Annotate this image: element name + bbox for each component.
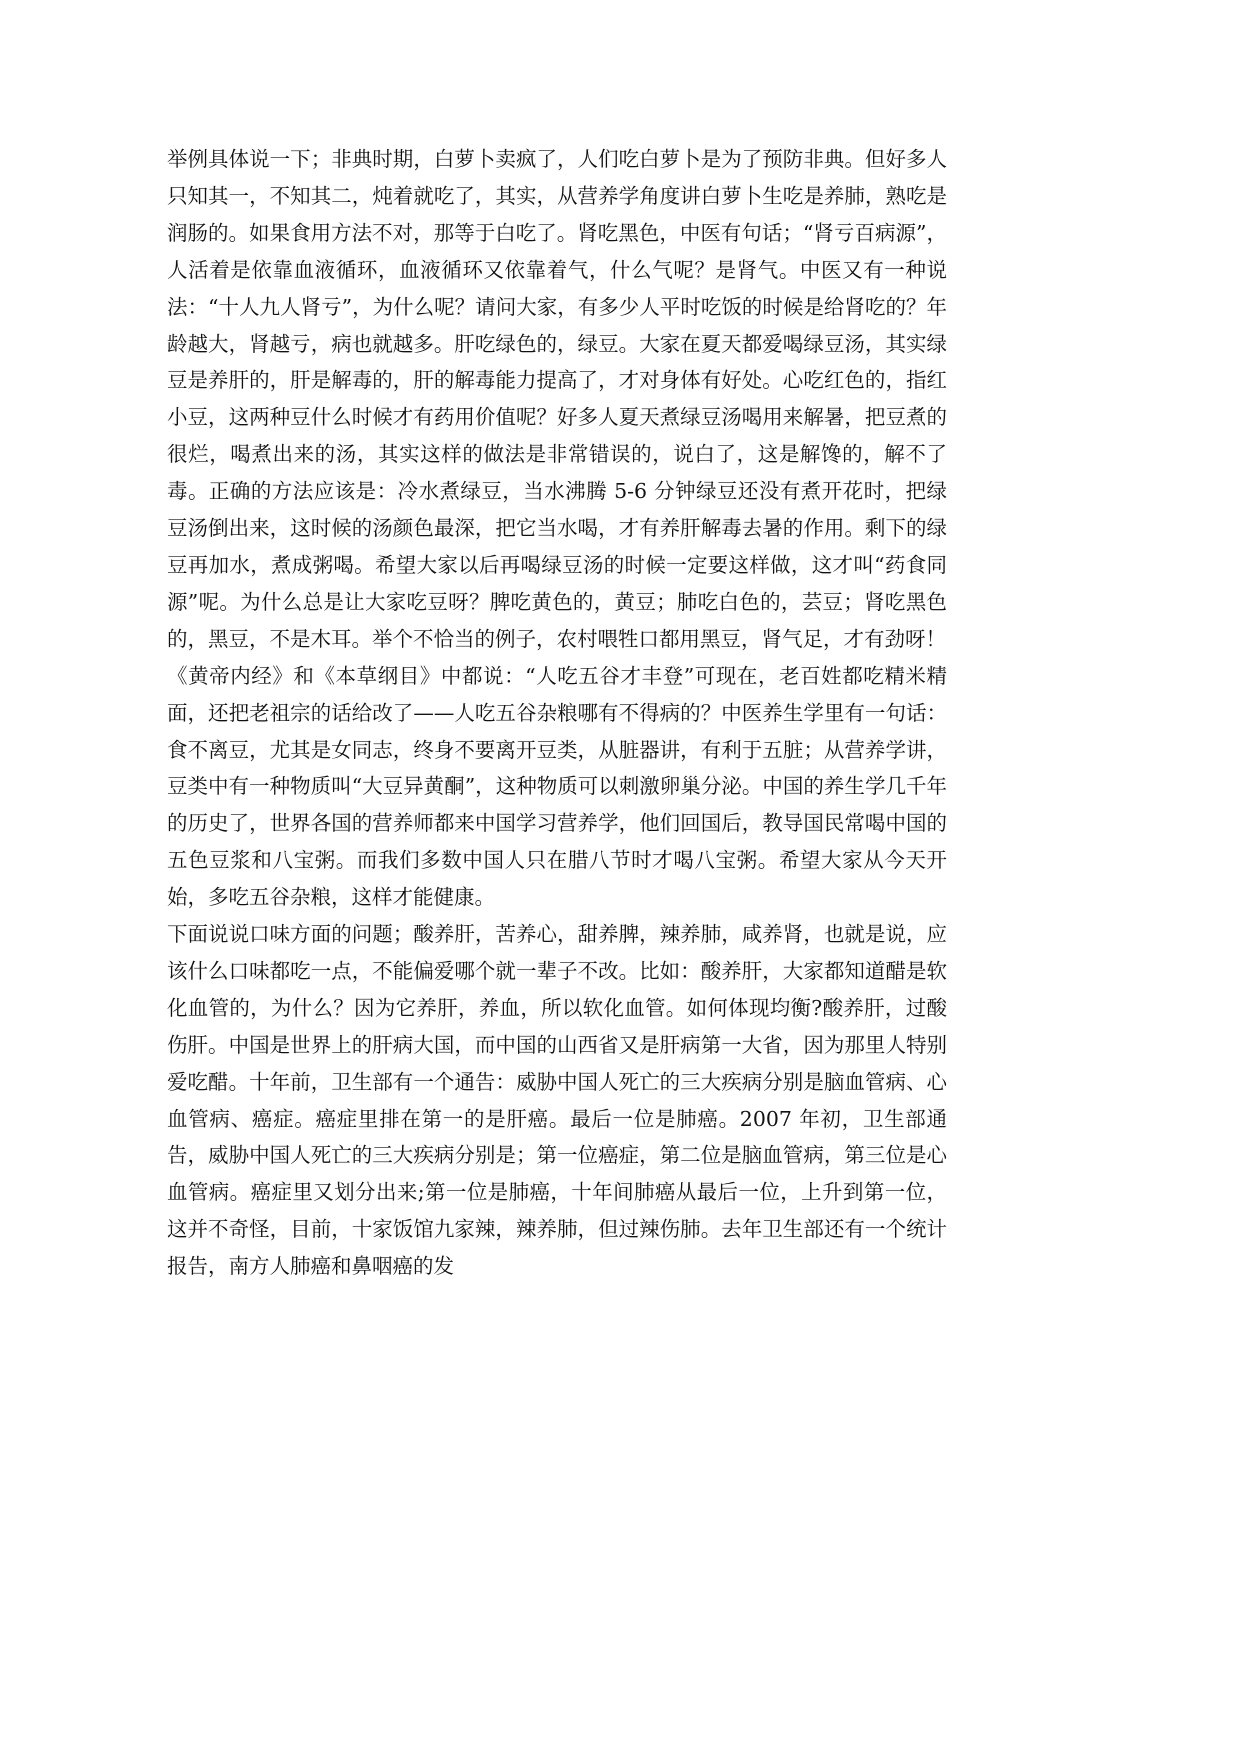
paragraph-beans-and-organs: 举例具体说一下；非典时期，白萝卜卖疯了，人们吃白萝卜是为了预防非典。但好多人只知其一，不知其二，炖着就吃了，其实，从营养学角度讲白萝卜生吃是养肺，熟吃是润肠的。如果食用方法不对，那等于白吃了。肾吃黑色，中医有句话；“肾亏百病源”，人活着是依靠血液循环，血液循环又依靠着气，什么气呢？是肾气。中医又有一种说法：“十人九人肾亏”，为什么呢？请问大家，有多少人平时吃饭的时候是给肾吃的？年龄越大，肾越亏，病也就越多。肝吃绿色的，绿豆。大家在夏天都爱喝绿豆汤，其实绿豆是养肝的，肝是解毒的，肝的解毒能力提高了，才对身体有好处。心吃红色的，指红小豆，这两种豆什么时候才有药用价值呢？好多人夏天煮绿豆汤喝用来解暑，把豆煮的很烂，喝煮出来的汤，其实这样的做法是非常错误的，说白了，这是解馋的，解不了毒。正确的方法应该是：冷水煮绿豆，当水沸腾 5-6 分钟绿豆还没有煮开花时，把绿豆汤倒出来，这时候的汤颜色最深，把它当水喝，才有养肝解毒去暑的作用。剩下的绿豆再加水，煮成粥喝。希望大家以后再喝绿豆汤的时候一定要这样做，这才叫“药食同源”呢。为什么总是让大家吃豆呀？脾吃黄色的，黄豆；肺吃白色的，芸豆；肾吃黑色的，黑豆，不是木耳。举个不恰当的例子，农村喂牲口都用黑豆，肾气足，才有劲呀！ (167, 147, 947, 651)
paragraph-flavors-and-health: 下面说说口味方面的问题；酸养肝，苦养心，甜养脾，辣养肺，咸养肾，也就是说，应该什么口味都吃一点，不能偏爱哪个就一辈子不改。比如：酸养肝，大家都知道醋是软化血管的，为什么？因为它养肝，养血，所以软化血管。如何体现均衡?酸养肝，过酸伤肝。中国是世界上的肝病大国，而中国的山西省又是肝病第一大省，因为那里人特别爱吃醋。十年前，卫生部有一个通告：威胁中国人死亡的三大疾病分别是脑血管病、心血管病、癌症。癌症里排在第一的是肝癌。最后一位是肺癌。2007 年初，卫生部通告，威胁中国人死亡的三大疾病分别是；第一位癌症，第二位是脑血管病，第三位是心血管病。癌症里又划分出来;第一位是肺癌，十年间肺癌从最后一位，上升到第一位，这并不奇怪，目前，十家饭馆九家辣，辣养肺，但过辣伤肺。去年卫生部还有一个统计报告，南方人肺癌和鼻咽癌的发 (167, 922, 947, 1279)
paragraph-five-grains: 《黄帝内经》和《本草纲目》中都说：“人吃五谷才丰登”可现在，老百姓都吃精米精面，还把老祖宗的话给改了——人吃五谷杂粮哪有不得病的？中医养生学里有一句话：食不离豆，尤其是女同志，终身不要离开豆类，从脏器讲，有利于五脏；从营养学讲，豆类中有一种物质叫“大豆异黄酮”，这种物质可以刺激卵巢分泌。中国的养生学几千年的历史了，世界各国的营养师都来中国学习营养学，他们回国后，教导国民常喝中国的五色豆浆和八宝粥。而我们多数中国人只在腊八节时才喝八宝粥。希望大家从今天开始，多吃五谷杂粮，这样才能健康。 (167, 663, 947, 910)
body-text (167, 141, 947, 1285)
